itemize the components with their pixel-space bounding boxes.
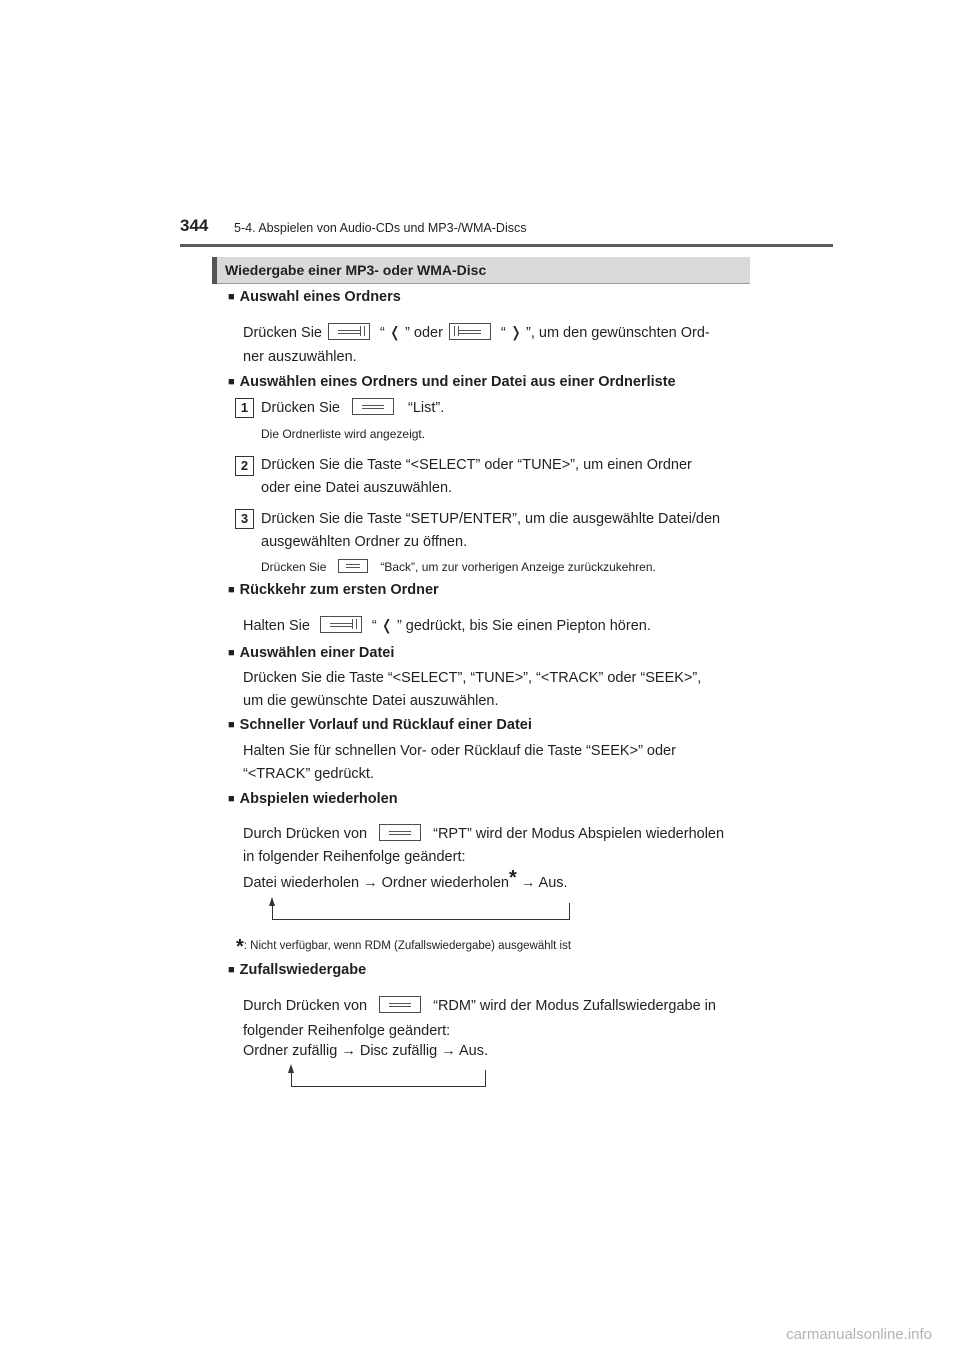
text: Drücken Sie [261, 400, 340, 416]
section-heading: Wiedergabe einer MP3- oder WMA-Disc [225, 262, 487, 278]
para-wiederholen-2: in folgender Reihenfolge geändert: [243, 849, 466, 865]
step-badge: 2 [235, 456, 254, 476]
list-button-icon [352, 398, 394, 415]
text: : Nicht verfügbar, wenn RDM (Zufallswiedergabe) ausgewählt ist [243, 940, 572, 952]
footnote-star: * [236, 936, 244, 958]
heading-marker [212, 257, 217, 284]
para-ordner [243, 322, 746, 345]
back-button-icon [338, 559, 368, 573]
text: Drücken Sie [243, 325, 322, 341]
heading-wiederholen: ■ Abspielen wiederholen [228, 791, 398, 807]
folder-down-button-icon [320, 616, 362, 633]
step-1-text [261, 397, 746, 420]
para-wiederholen-seq [243, 867, 746, 895]
text: Drücken Sie [261, 560, 327, 574]
text: “ ❬ ” oder [380, 325, 443, 341]
heading-rueckkehr: ■ Rückkehr zum ersten Ordner [228, 582, 439, 598]
text: “Back”, um zur vorherigen Anzeige zurückzukehren. [380, 560, 656, 574]
folder-up-button-icon [449, 323, 491, 340]
heading-zufall: ■ Zufallswiedergabe [228, 962, 366, 978]
cycle-bracket [291, 1070, 486, 1087]
para-zufall-1 [243, 995, 746, 1018]
heading-vorlauf: ■ Schneller Vorlauf und Rücklauf einer Datei [228, 717, 532, 733]
heading-liste: ■ Auswählen eines Ordners und einer Datei aus einer Ordnerliste [228, 374, 676, 390]
footnote [236, 936, 571, 959]
step-3-note [261, 559, 656, 574]
section-title: 5-4. Abspielen von Audio-CDs und MP3-/WMA-Discs [234, 221, 527, 235]
cycle-bracket [272, 903, 570, 920]
step-3-line-2: ausgewählten Ordner zu öffnen. [261, 534, 468, 550]
para-vorlauf-1: Halten Sie für schnellen Vor- oder Rücklauf die Taste “SEEK>” oder [243, 743, 676, 759]
heading-datei: ■ Auswählen einer Datei [228, 645, 394, 661]
step-badge: 3 [235, 509, 254, 529]
text: “ ❬ ” gedrückt, bis Sie einen Piepton hören. [371, 618, 651, 634]
para-vorlauf-2: “<TRACK” gedrückt. [243, 766, 374, 782]
page-number: 344 [180, 216, 209, 235]
text: “RDM” wird der Modus Zufallswiedergabe in [433, 998, 716, 1014]
para-rueckkehr [243, 615, 746, 638]
para-ordner-cont: ner auszuwählen. [243, 349, 357, 365]
text: Durch Drücken von [243, 998, 368, 1014]
para-wiederholen-1 [243, 823, 746, 846]
heading-ordner: ■ Auswahl eines Ordners [228, 289, 401, 305]
rdm-button-icon [379, 996, 421, 1013]
para-zufall-2: folgender Reihenfolge geändert: [243, 1023, 451, 1039]
watermark: carmanualsonline.info [786, 1326, 932, 1343]
text: “List”. [407, 400, 445, 416]
step-2-line-1: Drücken Sie die Taste “<SELECT” oder “TUNE>”, um einen Ordner [261, 457, 692, 473]
text: Durch Drücken von [243, 826, 368, 842]
text: Halten Sie [243, 618, 310, 634]
text: “ ❭ ”, um den gewünschten Ord- [500, 325, 710, 341]
para-zufall-seq: Ordner zufällig → Disc zufällig → Aus. [243, 1043, 488, 1059]
step-2-line-2: oder eine Datei auszuwählen. [261, 480, 453, 496]
cycle-arrow-icon [269, 897, 275, 906]
footnote-marker: * [508, 867, 517, 889]
text: Datei wiederholen → Ordner wiederholen [243, 875, 509, 891]
para-datei-1: Drücken Sie die Taste “<SELECT”, “TUNE>”, “<TRACK” oder “SEEK>”, [243, 670, 702, 686]
text: “RPT” wird der Modus Abspielen wiederholen [433, 826, 725, 842]
section-heading-bar [212, 257, 750, 284]
folder-down-button-icon [328, 323, 370, 340]
rpt-button-icon [379, 824, 421, 841]
para-datei-2: um die gewünschte Datei auszuwählen. [243, 693, 499, 709]
text: → Aus. [520, 875, 568, 891]
step-1-note: Die Ordnerliste wird angezeigt. [261, 427, 426, 441]
header-rule [180, 244, 833, 247]
step-3-line-1: Drücken Sie die Taste “SETUP/ENTER”, um die ausgewählte Datei/den [261, 511, 721, 527]
cycle-arrow-icon [288, 1064, 294, 1073]
step-badge: 1 [235, 398, 254, 418]
